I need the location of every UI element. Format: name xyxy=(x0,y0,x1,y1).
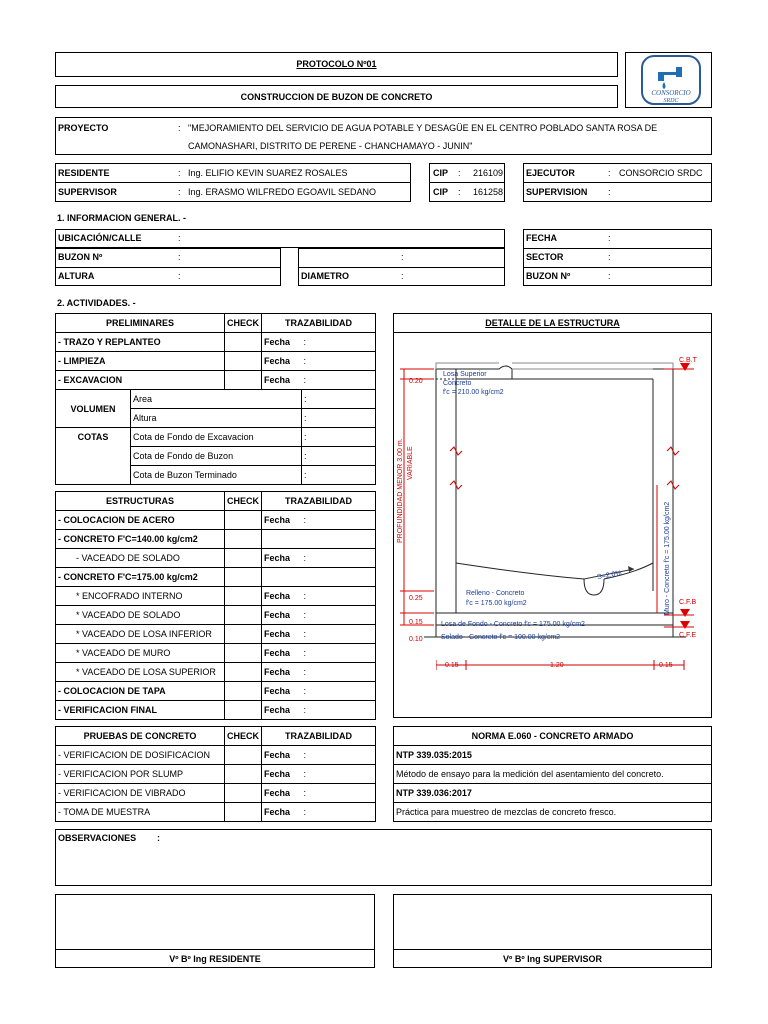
cota-buzon-terminado: Cota de Buzon Terminado xyxy=(131,466,302,485)
cip-value-1: 216109 xyxy=(473,168,504,178)
sep: : xyxy=(608,168,611,178)
buzon-altura-divider xyxy=(55,267,281,268)
fecha-label: FECHA xyxy=(526,233,557,243)
cotas-label: COTAS xyxy=(56,428,131,485)
prelim-header: PRELIMINARES xyxy=(56,314,225,333)
ejecutor-value: CONSORCIO SRDC xyxy=(619,168,703,178)
losa-fondo-label: Losa de Fondo - Concreto f'c = 175.00 kg/cm2 xyxy=(441,621,585,628)
sep: : xyxy=(608,271,611,281)
check-cell[interactable] xyxy=(225,587,262,606)
altura-label: Altura xyxy=(131,409,302,428)
sep: : xyxy=(302,428,376,447)
cip-label: CIP xyxy=(433,187,449,197)
project-line1: "MEJORAMIENTO DEL SERVICIO DE AGUA POTABLE Y DESAGÜE EN EL CENTRO POBLADO SANTA ROSA DE xyxy=(188,123,658,133)
svg-text:CONSORCIO: CONSORCIO xyxy=(651,89,691,97)
prueba-row: - TOMA DE MUESTRA xyxy=(56,803,225,822)
buzon2-label: BUZON Nº xyxy=(526,271,571,281)
sep: : xyxy=(608,233,611,243)
sector-label: SECTOR xyxy=(526,252,564,262)
fecha-label: Fecha xyxy=(262,663,302,682)
fs-div1 xyxy=(523,248,712,249)
ejecutor-divider xyxy=(523,182,712,183)
supervisor-label: SUPERVISOR xyxy=(58,187,117,197)
preliminares-table xyxy=(55,313,376,485)
cfb-label: C.F.B xyxy=(679,599,697,606)
sep: : xyxy=(302,371,376,390)
sep: : xyxy=(178,187,181,197)
prueba-row: - VERIFICACION POR SLUMP xyxy=(56,765,225,784)
estr-row: * VACEADO DE MURO xyxy=(56,644,225,663)
altura-label: ALTURA xyxy=(58,271,95,281)
section-general-title: 1. INFORMACION GENERAL. - xyxy=(57,213,187,223)
dim-020: 0.20 xyxy=(409,378,423,385)
sep: : xyxy=(178,271,181,281)
width-dim-line xyxy=(436,660,686,670)
fecha-label: Fecha xyxy=(262,701,302,720)
check-cell[interactable] xyxy=(225,371,262,390)
cip-value-2: 161258 xyxy=(473,187,504,197)
estr-row: - VERIFICACION FINAL xyxy=(56,701,225,720)
fecha-label: Fecha xyxy=(262,682,302,701)
estr-header: ESTRUCTURAS xyxy=(56,492,225,511)
firma-residente-label: Vº Bº Ing RESIDENTE xyxy=(169,954,261,964)
check-header: CHECK xyxy=(225,492,262,511)
sep: : xyxy=(608,187,611,197)
sep: : xyxy=(178,233,181,243)
fecha-label: Fecha xyxy=(262,371,302,390)
sep: : xyxy=(302,333,376,352)
check-cell[interactable] xyxy=(225,644,262,663)
check-cell[interactable] xyxy=(225,606,262,625)
firma-supervisor-line xyxy=(393,949,712,950)
residente-name: Ing. ELIFIO KEVIN SUAREZ ROSALES xyxy=(188,168,348,178)
muro-label: Muro - Concreto f'c = 175.00 kg/cm2 xyxy=(664,501,671,615)
sep: : xyxy=(302,663,376,682)
norma-ntp2: NTP 339.036:2017 xyxy=(394,784,712,803)
sep: : xyxy=(302,765,376,784)
sep: : xyxy=(302,587,376,606)
check-cell[interactable] xyxy=(225,663,262,682)
cota-excavacion: Cota de Fondo de Excavacion xyxy=(131,428,302,447)
norma-table xyxy=(393,726,712,822)
traz-header: TRAZABILIDAD xyxy=(262,727,376,746)
supervision-label: SUPERVISION xyxy=(526,187,588,197)
check-cell[interactable] xyxy=(225,333,262,352)
sep: : xyxy=(302,447,376,466)
cbt-label: C.B.T xyxy=(679,357,697,364)
check-cell[interactable] xyxy=(225,682,262,701)
sep: : xyxy=(401,271,404,281)
diametro-label: DIAMETRO xyxy=(301,271,349,281)
fecha-label: Fecha xyxy=(262,511,302,530)
variable-label: VARIABLE xyxy=(407,446,414,480)
fecha-label: Fecha xyxy=(262,746,302,765)
check-cell[interactable] xyxy=(225,701,262,720)
check-header: CHECK xyxy=(225,314,262,333)
estr-row: - CONCRETO F'C=140.00 kg/cm2 xyxy=(56,530,225,549)
fecha-label: Fecha xyxy=(262,606,302,625)
project-sep: : xyxy=(178,123,181,133)
sep: : xyxy=(458,187,461,197)
prof-label: PROFUNDIDAD MENOR 3.00 m. xyxy=(397,438,404,543)
losa-sup-concreto: Concreto xyxy=(443,380,472,387)
sep: : xyxy=(302,746,376,765)
pruebas-header: PRUEBAS DE CONCRETO xyxy=(56,727,225,746)
sep: : xyxy=(302,644,376,663)
area-label: Area xyxy=(131,390,302,409)
norma-ntp1: NTP 339.035:2015 xyxy=(394,746,712,765)
estr-row: - VACEADO DE SOLADO xyxy=(56,549,225,568)
sep: : xyxy=(178,168,181,178)
consorcio-logo xyxy=(640,54,702,106)
estr-row: - COLOCACION DE ACERO xyxy=(56,511,225,530)
estr-row: * VACEADO DE SOLADO xyxy=(56,606,225,625)
cip-divider xyxy=(429,182,505,183)
estr-row: - CONCRETO F'C=175.00 kg/cm2 xyxy=(56,568,225,587)
sep: : xyxy=(458,168,461,178)
fecha-label: Fecha xyxy=(262,333,302,352)
sep: : xyxy=(302,784,376,803)
sep: : xyxy=(302,549,376,568)
norma-desc1: Método de ensayo para la medición del asentamiento del concreto. xyxy=(394,765,712,784)
prueba-row: - VERIFICACION DE VIBRADO xyxy=(56,784,225,803)
estr-row: * VACEADO DE LOSA SUPERIOR xyxy=(56,663,225,682)
estr-row: - COLOCACION DE TAPA xyxy=(56,682,225,701)
sep: : xyxy=(608,252,611,262)
pruebas-table xyxy=(55,726,376,822)
svg-text:SRDC: SRDC xyxy=(663,98,679,104)
fecha-label: Fecha xyxy=(262,803,302,822)
sep: : xyxy=(302,682,376,701)
fecha-label: Fecha xyxy=(262,784,302,803)
project-line2: CAMONASHARI, DISTRITO DE PERENE - CHANCHAMAYO - JUNIN" xyxy=(188,141,473,151)
fecha-label: Fecha xyxy=(262,587,302,606)
cfe-label: C.F.E xyxy=(679,632,697,639)
detalle-title: DETALLE DE LA ESTRUCTURA xyxy=(485,318,620,328)
estr-row: * ENCOFRADO INTERNO xyxy=(56,587,225,606)
sep: : xyxy=(178,252,181,262)
relleno-label: Relleno - Concreto xyxy=(466,590,525,597)
diametro-divider xyxy=(298,267,505,268)
ubicacion-label: UBICACIÓN/CALLE xyxy=(58,233,142,243)
slope-label: S=2.0% xyxy=(596,569,623,582)
traz-header: TRAZABILIDAD xyxy=(262,314,376,333)
protocol-subtitle: CONSTRUCCION DE BUZON DE CONCRETO xyxy=(240,92,433,102)
ejecutor-label: EJECUTOR xyxy=(526,168,575,178)
fecha-label: Fecha xyxy=(262,644,302,663)
sep: : xyxy=(302,511,376,530)
fecha-label: Fecha xyxy=(262,352,302,371)
sep: : xyxy=(302,701,376,720)
sep: : xyxy=(302,409,376,428)
sep: : xyxy=(302,625,376,644)
estr-row: * VACEADO DE LOSA INFERIOR xyxy=(56,625,225,644)
fs-div2 xyxy=(523,267,712,268)
sep: : xyxy=(302,352,376,371)
fecha-label: Fecha xyxy=(262,549,302,568)
check-cell[interactable] xyxy=(225,746,262,765)
fecha-label: Fecha xyxy=(262,765,302,784)
sep: : xyxy=(302,466,376,485)
check-cell[interactable] xyxy=(225,765,262,784)
check-header: CHECK xyxy=(225,727,262,746)
check-cell[interactable] xyxy=(225,352,262,371)
volumen-label: VOLUMEN xyxy=(56,390,131,428)
limpieza-row: - LIMPIEZA xyxy=(56,352,225,371)
observaciones-label: OBSERVACIONES xyxy=(58,833,137,843)
check-cell[interactable] xyxy=(225,568,262,587)
losa-sup-fc: f'c = 210.00 kg/cm2 xyxy=(443,389,504,396)
firma-supervisor-label: Vº Bº Ing SUPERVISOR xyxy=(503,954,602,964)
buzon-label: BUZON Nº xyxy=(58,252,103,262)
check-cell[interactable] xyxy=(225,549,262,568)
prueba-row: - VERIFICACION DE DOSIFICACION xyxy=(56,746,225,765)
section-activities-title: 2. ACTIVIDADES. - xyxy=(57,298,136,308)
dim-010: 0.10 xyxy=(409,636,423,643)
firma-residente-line xyxy=(55,949,375,950)
excavacion-row: - EXCAVACION xyxy=(56,371,225,390)
cota-fondo-buzon: Cota de Fondo de Buzon xyxy=(131,447,302,466)
solado-label: Solado - Concreto f'c = 100.00 kg/cm2 xyxy=(441,634,561,641)
sep: : xyxy=(302,606,376,625)
traz-header: TRAZABILIDAD xyxy=(262,492,376,511)
relleno-fc: f'c = 175.00 kg/cm2 xyxy=(466,600,527,607)
norma-desc2: Práctica para muestreo de mezclas de concreto fresco. xyxy=(394,803,712,822)
sep: : xyxy=(157,833,160,843)
dim-025: 0.25 xyxy=(409,595,423,602)
check-cell[interactable] xyxy=(225,511,262,530)
cip-label: CIP xyxy=(433,168,449,178)
check-cell[interactable] xyxy=(225,784,262,803)
trazo-row: - TRAZO Y REPLANTEO xyxy=(56,333,225,352)
protocol-title: PROTOCOLO Nº01 xyxy=(296,59,377,69)
estructuras-table xyxy=(55,491,376,720)
check-cell[interactable] xyxy=(225,803,262,822)
observaciones-box[interactable] xyxy=(55,829,712,886)
check-cell[interactable] xyxy=(225,530,262,549)
staff-divider xyxy=(55,182,411,183)
losa-sup-label: Losa Superior xyxy=(443,371,487,378)
supervisor-name: Ing. ERASMO WILFREDO EGOAVIL SEDANO xyxy=(188,187,377,197)
sep: : xyxy=(401,252,404,262)
fecha-label: Fecha xyxy=(262,625,302,644)
sep: : xyxy=(302,803,376,822)
residente-label: RESIDENTE xyxy=(58,168,110,178)
norma-title: NORMA E.060 - CONCRETO ARMADO xyxy=(394,727,712,746)
dim-015: 0.15 xyxy=(409,619,423,626)
check-cell[interactable] xyxy=(225,625,262,644)
project-label: PROYECTO xyxy=(58,123,109,133)
sep: : xyxy=(302,390,376,409)
